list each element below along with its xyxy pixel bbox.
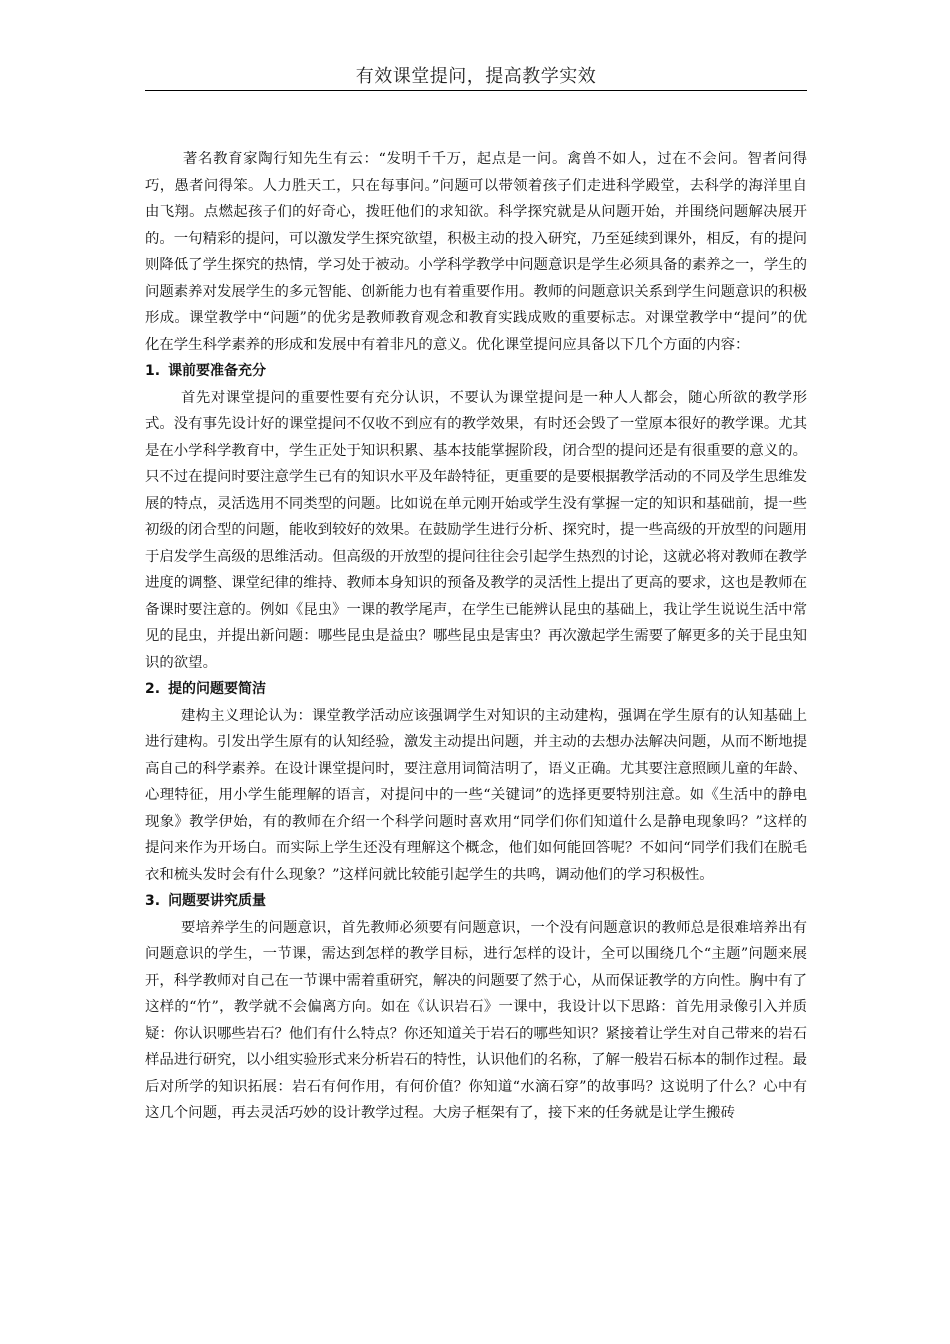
- section-title: 问题要讲究质量: [168, 893, 267, 909]
- section-title: 提的问题要简洁: [168, 681, 267, 697]
- section-paragraph-1: 首先对课堂提问的重要性要有充分认识，不要认为课堂提问是一种人人都会，随心所欲的教学形式。没有事先设计好的课堂提问不仅收不到应有的教学效果，有时还会毁了一堂原本很好的教学课。尤其是在小学科学教育中，学生正处于知识积累、基本技能掌握阶段，闭合型的提问还是有很重要的意义的。只不过在提问时要注意学生已有的知识水平及年龄特征，更重要的是要根据教学活动的不同及学生思维发展的特点，灵活选用不同类型的问题。比如说在单元刚开始或学生没有掌握一定的知识和基础前，提一些初级的闭合型的问题，能收到较好的效果。在鼓励学生进行分析、探究时，提一些高级的开放型的问题用于启发学生高级的思维活动。但高级的开放型的提问往往会引起学生热烈的讨论，这就必将对教师在教学进度的调整、课堂纪律的维持、教师本身知识的预备及教学的灵活性上提出了更高的要求，这也是教师在备课时要注意的。例如《昆虫》一课的教学尾声，在学生已能辨认昆虫的基础上，我让学生说说生活中常见的昆虫，并提出新问题：哪些昆虫是益虫？哪些昆虫是害虫？再次激起学生需要了解更多的关于昆虫知识的欲望。: [145, 389, 807, 671]
- section-heading-2: [145, 676, 807, 703]
- intro-paragraph: 著名教育家陶行知先生有云：“发明千千万，起点是一问。禽兽不如人，过在不会问。智者问得巧，愚者问得笨。人力胜天工，只在每事问。”问题可以带领着孩子们走进科学殿堂，去科学的海洋里自由飞翔。点燃起孩子们的好奇心，拨旺他们的求知欲。科学探究就是从问题开始，并围绕问题解决展开的。一句精彩的提问，可以激发学生探究欲望，积极主动的投入研究，乃至延续到课外，相反，有的提问则降低了学生探究的热情，学习处于被动。小学科学教学中问题意识是学生必须具备的素养之一，学生的问题素养对发展学生的多元智能、创新能力也有着重要作用。教师的问题意识关系到学生问题意识的积极形成。课堂教学中“问题”的优劣是教师教育观念和教育实践成败的重要标志。对课堂教学中“提问”的优化在学生科学素养的形成和发展中有着非凡的意义。优化课堂提问应具备以下几个方面的内容：: [145, 151, 807, 353]
- section-number: 2.: [145, 681, 161, 697]
- section-paragraph-3: 要培养学生的问题意识，首先教师必须要有问题意识，一个没有问题意识的教师总是很难培养出有问题意识的学生，一节课，需达到怎样的教学目标，进行怎样的设计，全可以围绕几个“主题”问题来展开，科学教师对自己在一节课中需着重研究，解决的问题要了然于心，从而保证教学的方向性。胸中有了这样的“竹”，教学就不会偏离方向。如在《认识岩石》一课中，我设计以下思路：首先用录像引入并质疑：你认识哪些岩石？他们有什么特点？你还知道关于岩石的哪些知识？紧接着让学生对自己带来的岩石样品进行研究，以小组实验形式来分析岩石的特性，认识他们的名称，了解一般岩石标本的制作过程。最后对所学的知识拓展：岩石有何作用，有何价值？你知道“水滴石穿”的故事吗？这说明了什么？心中有这几个问题，再去灵活巧妙的设计教学过程。大房子框架有了，接下来的任务就是让学生搬砖: [145, 919, 807, 1121]
- page-title: 有效课堂提问，提高教学实效: [355, 66, 597, 87]
- section-heading-1: [145, 358, 807, 385]
- page-header: [145, 64, 807, 91]
- section-heading-3: [145, 888, 807, 915]
- document-body: [145, 146, 807, 1127]
- section-paragraph-2: 建构主义理论认为：课堂教学活动应该强调学生对知识的主动建构，强调在学生原有的认知基础上进行建构。引发出学生原有的认知经验，激发主动提出问题，并主动的去想办法解决问题，从而不断地提高自己的科学素养。在设计课堂提问时，要注意用词简洁明了，语义正确。尤其要注意照顾儿童的年龄、心理特征，用小学生能理解的语言，对提问中的一些“关键词”的选择更要特别注意。如《生活中的静电现象》教学伊始，有的教师在介绍一个科学问题时喜欢用“同学们你们知道什么是静电现象吗？”这样的提问来作为开场白。而实际上学生还没有理解这个概念，他们如何能回答呢？不如问“同学们我们在脱毛衣和梳头发时会有什么现象？”这样问就比较能引起学生的共鸣，调动他们的学习积极性。: [145, 707, 807, 883]
- section-number: 3.: [145, 893, 161, 909]
- section-title: 课前要准备充分: [168, 363, 267, 379]
- section-number: 1.: [145, 363, 161, 379]
